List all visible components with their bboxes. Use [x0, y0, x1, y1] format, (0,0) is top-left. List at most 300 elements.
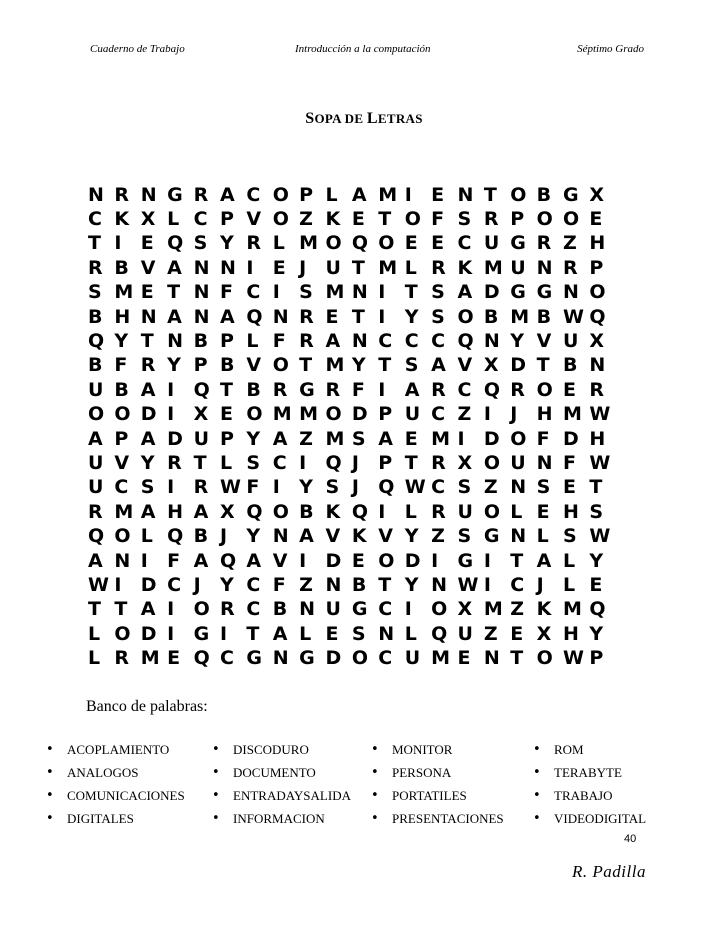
grid-letter: F	[246, 476, 260, 499]
grid-letter: W	[589, 451, 611, 474]
grid-letter: K	[351, 525, 367, 548]
grid-letter: C	[114, 476, 129, 499]
grid-letter: N	[193, 305, 210, 328]
grid-letter: X	[536, 622, 552, 645]
grid-letter: D	[563, 427, 579, 450]
grid-letter: O	[536, 378, 553, 401]
grid-letter: G	[299, 647, 315, 670]
grid-letter: R	[431, 500, 446, 523]
grid-letter: J	[219, 525, 228, 548]
grid-letter: S	[351, 622, 366, 645]
grid-letter: B	[272, 598, 288, 621]
grid-letter: B	[219, 354, 235, 377]
grid-letter: I	[483, 403, 491, 426]
grid-letter: N	[299, 598, 316, 621]
grid-letter: V	[378, 525, 394, 548]
grid-letter: C	[272, 451, 287, 474]
grid-letter: E	[589, 573, 603, 596]
grid-letter: P	[114, 427, 129, 450]
grid-letter: N	[378, 622, 395, 645]
grid-letter: Q	[431, 622, 448, 645]
grid-letter: Q	[219, 549, 237, 572]
grid-letter: Y	[589, 549, 604, 572]
grid-letter: V	[246, 354, 262, 377]
grid-letter: I	[167, 378, 175, 401]
word-bank-column-2	[212, 738, 351, 830]
grid-letter: X	[457, 598, 473, 621]
grid-letter: T	[88, 232, 101, 255]
grid-letter: A	[246, 549, 262, 572]
grid-letter: F	[351, 378, 365, 401]
grid-letter: Y	[404, 525, 419, 548]
word-bank-item: • INFORMACION	[212, 807, 351, 830]
grid-letter: I	[219, 622, 228, 645]
grid-letter: B	[88, 354, 103, 377]
grid-letter: M	[378, 183, 398, 206]
grid-letter: E	[351, 549, 365, 572]
word-bank-column-4	[533, 738, 646, 830]
grid-letter: S	[88, 281, 102, 304]
grid-letter: G	[536, 281, 553, 304]
grid-letter: O	[272, 354, 289, 377]
grid-letter: C	[431, 330, 446, 353]
grid-letter: C	[431, 403, 446, 426]
grid-letter: O	[483, 451, 501, 474]
grid-letter: Z	[483, 476, 498, 499]
grid-letter: P	[510, 208, 525, 231]
grid-letter: P	[378, 451, 393, 474]
grid-letter: E	[351, 208, 365, 231]
grid-letter: L	[272, 232, 285, 255]
grid-letter: T	[404, 281, 418, 304]
grid-letter: W	[219, 476, 241, 499]
grid-letter: K	[114, 208, 130, 231]
grid-letter: M	[325, 354, 345, 377]
grid-letter: D	[483, 427, 500, 450]
grid-letter: Z	[299, 208, 313, 231]
grid-row	[88, 354, 638, 378]
grid-letter: Q	[246, 500, 263, 523]
grid-letter: X	[457, 451, 473, 474]
grid-row	[88, 183, 638, 207]
grid-letter: M	[378, 256, 398, 279]
grid-letter: T	[193, 451, 207, 474]
grid-letter: H	[114, 305, 131, 328]
grid-letter: F	[219, 281, 233, 304]
grid-letter: N	[140, 183, 157, 206]
grid-letter: I	[299, 451, 307, 474]
grid-letter: U	[457, 500, 473, 523]
grid-letter: B	[193, 525, 209, 548]
grid-letter: Y	[404, 305, 419, 328]
grid-letter: C	[246, 573, 261, 596]
grid-letter: A	[140, 427, 156, 450]
grid-letter: C	[193, 208, 208, 231]
grid-letter: T	[378, 573, 392, 596]
grid-letter: U	[483, 232, 500, 255]
grid-letter: I	[431, 549, 439, 572]
grid-letter: L	[299, 622, 312, 645]
grid-letter: O	[510, 427, 527, 450]
grid-row	[88, 427, 638, 451]
grid-letter: Q	[589, 598, 606, 621]
grid-letter: N	[88, 183, 104, 206]
grid-letter: N	[193, 256, 210, 279]
grid-letter: J	[510, 403, 518, 426]
grid-letter: E	[431, 232, 445, 255]
grid-letter: N	[219, 256, 236, 279]
grid-letter: W	[88, 573, 109, 596]
grid-letter: I	[404, 598, 412, 621]
grid-letter: O	[378, 232, 395, 255]
header-right: Séptimo Grado	[577, 43, 644, 55]
grid-letter: R	[114, 183, 130, 206]
grid-row	[88, 281, 638, 305]
grid-letter: N	[510, 476, 527, 499]
grid-letter: J	[193, 573, 201, 596]
grid-letter: A	[140, 500, 156, 523]
grid-letter: T	[114, 598, 128, 621]
grid-letter: Y	[246, 427, 261, 450]
grid-letter: S	[563, 525, 577, 548]
word-bank-item: • DIGITALES	[46, 807, 185, 830]
grid-letter: Q	[88, 525, 105, 548]
grid-letter: O	[114, 622, 131, 645]
grid-letter: T	[536, 354, 550, 377]
grid-letter: U	[88, 451, 104, 474]
grid-letter: D	[325, 647, 342, 670]
grid-letter: N	[272, 647, 289, 670]
grid-letter: A	[431, 354, 446, 377]
grid-letter: E	[404, 232, 418, 255]
grid-letter: I	[272, 476, 280, 499]
grid-letter: T	[510, 647, 524, 670]
grid-letter: I	[246, 256, 254, 279]
grid-letter: A	[140, 378, 156, 401]
grid-letter: S	[457, 208, 472, 231]
grid-letter: P	[378, 403, 393, 426]
grid-letter: A	[88, 549, 103, 572]
grid-letter: W	[563, 305, 584, 328]
word-bank-item: • PERSONA	[371, 761, 504, 784]
grid-letter: B	[114, 378, 129, 401]
grid-letter: K	[325, 208, 341, 231]
grid-letter: E	[325, 622, 339, 645]
grid-letter: R	[299, 305, 314, 328]
grid-letter: X	[483, 354, 499, 377]
grid-letter: A	[193, 549, 209, 572]
grid-letter: O	[536, 647, 553, 670]
grid-letter: F	[563, 451, 577, 474]
word-bank-item: • MONITOR	[371, 738, 504, 761]
grid-letter: N	[510, 525, 527, 548]
grid-letter: T	[246, 622, 260, 645]
grid-letter: L	[88, 622, 101, 645]
grid-letter: D	[140, 403, 157, 426]
grid-letter: S	[431, 305, 445, 328]
grid-letter: R	[114, 647, 130, 670]
grid-letter: V	[272, 549, 288, 572]
grid-letter: T	[378, 208, 392, 231]
grid-letter: N	[114, 549, 131, 572]
grid-letter: X	[140, 208, 156, 231]
grid-letter: X	[589, 183, 605, 206]
grid-letter: W	[589, 525, 611, 548]
grid-letter: A	[219, 183, 235, 206]
grid-letter: I	[483, 573, 491, 596]
grid-letter: O	[193, 598, 210, 621]
grid-letter: C	[510, 573, 525, 596]
grid-letter: M	[299, 232, 319, 255]
grid-letter: A	[299, 525, 314, 548]
grid-letter: P	[589, 647, 604, 670]
grid-letter: Z	[483, 622, 498, 645]
grid-letter: O	[246, 403, 263, 426]
grid-letter: L	[167, 208, 180, 231]
grid-letter: A	[457, 281, 473, 304]
grid-letter: O	[88, 403, 105, 426]
grid-letter: B	[246, 378, 261, 401]
grid-letter: I	[167, 622, 175, 645]
grid-letter: W	[563, 647, 584, 670]
grid-letter: M	[431, 647, 450, 670]
grid-letter: F	[167, 549, 181, 572]
grid-letter: V	[536, 330, 552, 353]
grid-letter: J	[536, 573, 544, 596]
grid-letter: A	[325, 330, 341, 353]
grid-letter: U	[88, 378, 104, 401]
grid-letter: S	[589, 500, 604, 523]
grid-letter: S	[299, 281, 313, 304]
grid-letter: M	[563, 403, 582, 426]
grid-letter: R	[483, 208, 499, 231]
grid-letter: I	[114, 232, 122, 255]
grid-letter: O	[378, 549, 395, 572]
word-bank-item: • DISCODURO	[212, 738, 351, 761]
grid-letter: H	[536, 403, 553, 426]
grid-letter: P	[589, 256, 604, 279]
grid-letter: V	[325, 525, 341, 548]
grid-letter: B	[483, 305, 499, 328]
grid-letter: Y	[299, 476, 313, 499]
grid-letter: N	[483, 330, 500, 353]
grid-letter: K	[536, 598, 552, 621]
grid-letter: T	[219, 378, 233, 401]
grid-letter: G	[483, 525, 500, 548]
word-bank-item: • PORTATILES	[371, 784, 504, 807]
grid-letter: P	[219, 427, 234, 450]
grid-letter: Y	[404, 573, 419, 596]
grid-letter: Z	[510, 598, 525, 621]
word-bank-item: • ENTRADAYSALIDA	[212, 784, 351, 807]
grid-row	[88, 403, 638, 427]
grid-letter: N	[457, 183, 474, 206]
grid-letter: L	[140, 525, 153, 548]
grid-letter: A	[351, 183, 367, 206]
grid-letter: R	[325, 378, 341, 401]
grid-letter: C	[246, 281, 261, 304]
grid-letter: J	[351, 476, 359, 499]
grid-letter: J	[351, 451, 359, 474]
grid-letter: R	[431, 378, 446, 401]
grid-letter: Q	[457, 330, 474, 353]
grid-letter: L	[325, 183, 338, 206]
grid-letter: M	[140, 647, 160, 670]
grid-letter: B	[563, 354, 578, 377]
grid-letter: N	[140, 305, 157, 328]
author-signature: R. Padilla	[572, 862, 646, 881]
word-bank-label: Banco de palabras:	[86, 698, 208, 715]
grid-letter: S	[404, 354, 419, 377]
grid-letter: C	[457, 232, 472, 255]
grid-letter: R	[219, 598, 235, 621]
grid-letter: Q	[351, 232, 369, 255]
grid-letter: U	[325, 256, 341, 279]
page-header	[0, 43, 728, 59]
grid-letter: S	[431, 281, 445, 304]
grid-letter: Z	[299, 573, 313, 596]
grid-letter: Y	[167, 354, 181, 377]
word-search-grid	[88, 183, 638, 671]
grid-letter: L	[404, 256, 417, 279]
grid-letter: C	[246, 598, 261, 621]
grid-letter: I	[378, 281, 386, 304]
grid-letter: B	[299, 500, 314, 523]
word-bank-item: • ACOPLAMIENTO	[46, 738, 185, 761]
grid-letter: B	[193, 330, 209, 353]
grid-letter: M	[299, 403, 319, 426]
grid-letter: X	[219, 500, 235, 523]
grid-letter: D	[483, 281, 500, 304]
grid-letter: C	[167, 573, 182, 596]
grid-letter: E	[140, 232, 154, 255]
grid-letter: I	[167, 598, 175, 621]
word-bank-item: • ROM	[533, 738, 646, 761]
grid-letter: N	[272, 525, 289, 548]
grid-letter: U	[88, 476, 104, 499]
grid-letter: F	[272, 573, 286, 596]
grid-letter: S	[140, 476, 155, 499]
grid-letter: C	[457, 378, 472, 401]
grid-letter: L	[404, 622, 417, 645]
grid-letter: Y	[219, 232, 234, 255]
word-bank-item: • COMUNICACIONES	[46, 784, 185, 807]
grid-letter: F	[114, 354, 128, 377]
grid-letter: H	[563, 500, 579, 523]
grid-letter: P	[299, 183, 314, 206]
grid-letter: V	[457, 354, 473, 377]
grid-letter: M	[483, 256, 503, 279]
grid-letter: K	[457, 256, 473, 279]
grid-letter: U	[510, 451, 526, 474]
grid-letter: O	[536, 208, 553, 231]
grid-row	[88, 476, 638, 500]
grid-letter: L	[88, 647, 101, 670]
grid-letter: L	[219, 451, 233, 474]
grid-letter: O	[272, 183, 289, 206]
grid-letter: N	[536, 451, 553, 474]
grid-letter: O	[431, 598, 448, 621]
grid-letter: M	[272, 403, 292, 426]
grid-letter: Y	[140, 451, 155, 474]
grid-letter: M	[510, 305, 530, 328]
grid-letter: T	[88, 598, 101, 621]
grid-letter: N	[193, 281, 210, 304]
grid-letter: N	[536, 256, 553, 279]
grid-letter: U	[193, 427, 209, 450]
grid-letter: Q	[351, 500, 369, 523]
grid-letter: Q	[246, 305, 263, 328]
grid-letter: O	[272, 500, 289, 523]
grid-letter: Q	[88, 330, 105, 353]
grid-letter: E	[563, 476, 577, 499]
grid-letter: C	[378, 598, 393, 621]
grid-letter: R	[431, 451, 446, 474]
grid-letter: M	[114, 281, 134, 304]
word-bank-column-1	[46, 738, 185, 830]
grid-letter: L	[563, 573, 576, 596]
grid-letter: S	[457, 525, 472, 548]
grid-letter: O	[457, 305, 474, 328]
grid-letter: A	[536, 549, 552, 572]
grid-letter: M	[431, 427, 450, 450]
grid-letter: U	[457, 622, 473, 645]
grid-letter: T	[378, 354, 392, 377]
grid-letter: O	[563, 208, 580, 231]
grid-letter: F	[272, 330, 286, 353]
grid-letter: B	[114, 256, 129, 279]
grid-letter: E	[167, 647, 181, 670]
grid-letter: U	[510, 256, 526, 279]
grid-letter: O	[325, 403, 342, 426]
grid-letter: D	[140, 622, 157, 645]
grid-letter: Z	[431, 525, 445, 548]
grid-letter: E	[536, 500, 550, 523]
grid-letter: C	[88, 208, 102, 231]
header-center: Introducción a la computación	[295, 43, 431, 55]
grid-letter: D	[167, 427, 183, 450]
grid-letter: N	[589, 354, 606, 377]
grid-letter: I	[167, 403, 175, 426]
grid-letter: R	[193, 183, 209, 206]
grid-letter: Z	[299, 427, 313, 450]
grid-letter: M	[325, 281, 345, 304]
grid-letter: I	[457, 427, 465, 450]
grid-letter: M	[563, 598, 582, 621]
grid-letter: Q	[167, 232, 184, 255]
grid-row	[88, 232, 638, 256]
grid-letter: B	[536, 183, 552, 206]
word-bank-item: • TRABAJO	[533, 784, 646, 807]
grid-row	[88, 622, 638, 646]
grid-letter: G	[167, 183, 183, 206]
grid-letter: O	[325, 232, 342, 255]
grid-row	[88, 598, 638, 622]
grid-letter: I	[140, 549, 148, 572]
grid-letter: Q	[193, 378, 210, 401]
grid-letter: R	[510, 378, 525, 401]
grid-letter: N	[167, 330, 184, 353]
grid-letter: E	[431, 183, 445, 206]
grid-letter: P	[219, 330, 234, 353]
grid-letter: G	[299, 378, 315, 401]
grid-letter: H	[563, 622, 579, 645]
grid-letter: V	[140, 256, 156, 279]
grid-letter: I	[272, 281, 280, 304]
grid-row	[88, 329, 638, 353]
word-bank-item: • DOCUMENTO	[212, 761, 351, 784]
grid-letter: D	[404, 549, 421, 572]
